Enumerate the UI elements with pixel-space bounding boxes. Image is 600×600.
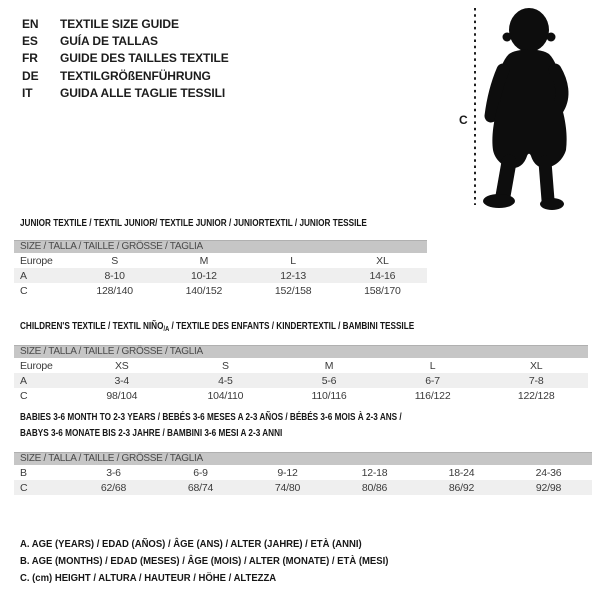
babies-title-line1: BABIES 3-6 MONTH TO 2-3 YEARS / BEBÉS 3-6 MESES A 2-3 AÑOS / BÉBÉS 3-6 MOIS À 2-3 ANS /	[20, 412, 402, 423]
value-cell: 68/74	[187, 481, 214, 494]
row-label: C	[20, 284, 28, 297]
value-cell: 10-12	[190, 269, 217, 282]
junior-size-table	[14, 240, 427, 298]
row-label: Europe	[20, 359, 53, 372]
value-cell: 86/92	[448, 481, 475, 494]
table-row	[14, 358, 588, 373]
junior-size-header: SIZE / TALLA / TAILLE / GRÖSSE / TAGLIA	[14, 240, 427, 253]
value-cell: 6-7	[425, 374, 440, 387]
value-cell: 5-6	[321, 374, 337, 387]
babies-title-line2: BABYS 3-6 MONATE BIS 2-3 JAHRE / BAMBINI 3-6 MESI A 2-3 ANNI	[20, 428, 283, 439]
babies-table-grid	[14, 465, 592, 495]
children-title-sub: /A	[163, 326, 170, 333]
value-cell: 9-12	[277, 466, 298, 479]
language-code: FR	[22, 51, 38, 66]
babies-table-title	[20, 410, 402, 442]
baby-silhouette-figure	[452, 2, 600, 212]
size-cell: XL	[529, 359, 543, 372]
value-cell: 92/98	[535, 481, 562, 494]
value-cell: 128/140	[96, 284, 133, 297]
value-cell: 3-6	[106, 466, 121, 479]
value-cell: 110/116	[311, 389, 347, 402]
value-cell: 158/170	[364, 284, 401, 297]
row-label: A	[20, 269, 27, 282]
language-row-en	[22, 15, 229, 32]
value-cell: 152/158	[274, 284, 312, 297]
children-size-table	[14, 345, 588, 403]
language-label: GUÍA DE TALLAS	[60, 33, 158, 48]
size-cell: S	[111, 254, 119, 267]
table-row	[14, 253, 427, 268]
footnote-b: B. AGE (MONTHS) / EDAD (MESES) / ÂGE (MOIS) / ALTER (MONATE) / ETÀ (MESI)	[20, 556, 389, 568]
language-code: EN	[22, 16, 39, 31]
size-cell: L	[290, 254, 296, 267]
language-label: TEXTILGRÖßENFÜHRUNG	[60, 68, 211, 83]
language-list	[22, 15, 229, 101]
size-cell: S	[221, 359, 229, 372]
footnotes	[20, 536, 408, 588]
language-row-de	[22, 67, 229, 84]
language-code: IT	[22, 85, 33, 100]
value-cell: 62/68	[100, 481, 127, 494]
value-cell: 116/122	[414, 389, 451, 402]
value-cell: 104/110	[207, 389, 244, 402]
value-cell: 8-10	[104, 269, 125, 282]
children-size-header: SIZE / TALLA / TAILLE / GRÖSSE / TAGLIA	[14, 345, 588, 358]
value-cell: 14-16	[369, 269, 396, 282]
row-label: C	[20, 481, 28, 494]
language-label: GUIDA ALLE TAGLIE TESSILI	[60, 85, 226, 100]
table-row	[14, 373, 588, 388]
children-table-title	[20, 319, 414, 338]
value-cell: 12-18	[361, 466, 388, 479]
value-cell: 24-36	[535, 466, 562, 479]
table-row	[14, 480, 592, 495]
size-cell: L	[429, 359, 436, 372]
size-cell: XL	[376, 254, 389, 267]
language-label: TEXTILE SIZE GUIDE	[60, 16, 179, 31]
language-code: DE	[22, 68, 39, 83]
size-cell: XS	[114, 359, 129, 372]
children-title-pre: CHILDREN'S TEXTILE / TEXTIL NIÑO	[20, 321, 164, 332]
babies-size-header: SIZE / TALLA / TAILLE / GRÖSSE / TAGLIA	[14, 452, 592, 465]
size-cell: M	[199, 254, 209, 267]
baby-silhouette	[483, 8, 567, 210]
value-cell: 3-4	[114, 374, 130, 387]
height-label: C	[459, 113, 468, 127]
row-label: B	[20, 466, 27, 479]
value-cell: 122/128	[517, 389, 555, 402]
table-row	[14, 465, 592, 480]
language-code: ES	[22, 33, 38, 48]
value-cell: 18-24	[448, 466, 475, 479]
junior-table-title: JUNIOR TEXTILE / TEXTIL JUNIOR/ TEXTILE JUNIOR / JUNIORTEXTIL / JUNIOR TESSILE	[20, 218, 367, 229]
row-label: A	[20, 374, 27, 387]
children-title-post: / TEXTILE DES ENFANTS / KINDERTEXTIL / BAMBINI TESSILE	[169, 321, 415, 332]
children-table-grid	[14, 358, 588, 403]
value-cell: 140/152	[185, 284, 223, 297]
footnote-a: A. AGE (YEARS) / EDAD (AÑOS) / ÂGE (ANS) / ALTER (JAHRE) / ETÀ (ANNI)	[20, 539, 362, 550]
table-row	[14, 283, 427, 298]
value-cell: 4-5	[218, 374, 233, 387]
language-row-it	[22, 84, 229, 101]
size-cell: M	[324, 359, 334, 372]
value-cell: 7-8	[528, 374, 544, 387]
language-row-es	[22, 32, 229, 49]
junior-table-grid	[14, 253, 427, 298]
value-cell: 74/80	[274, 481, 301, 494]
value-cell: 6-9	[193, 466, 208, 479]
language-label: GUIDE DES TAILLES TEXTILE	[60, 51, 229, 66]
row-label: C	[20, 389, 28, 402]
language-row-fr	[22, 50, 229, 67]
footnote-c: C. (cm) HEIGHT / ALTURA / HAUTEUR / HÖHE / ALTEZZA	[20, 573, 277, 585]
row-label: Europe	[20, 254, 53, 267]
value-cell: 12-13	[280, 269, 307, 282]
value-cell: 80/86	[361, 481, 388, 494]
babies-size-table	[14, 452, 592, 495]
value-cell: 98/104	[106, 389, 138, 402]
table-row	[14, 388, 588, 403]
table-row	[14, 268, 427, 283]
